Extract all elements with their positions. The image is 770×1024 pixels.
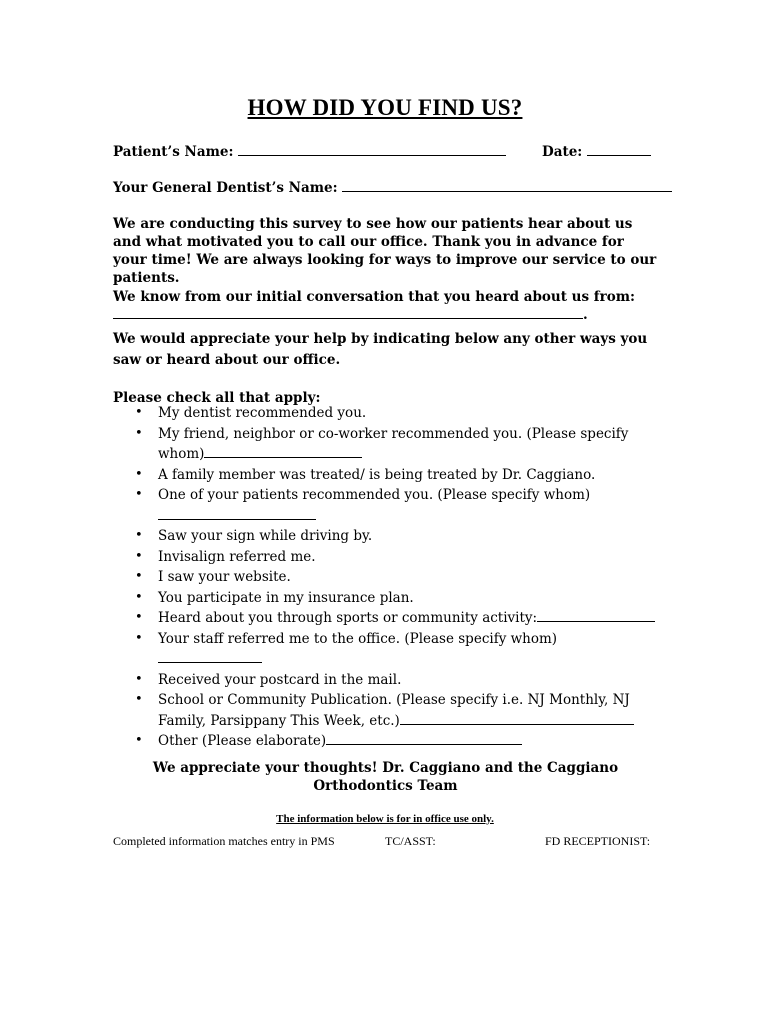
initial-conversation-label: We know from our initial conversation that you heard about us from:: [113, 289, 635, 305]
list-item[interactable]: [113, 588, 658, 609]
bullet-icon: •: [135, 671, 143, 687]
dentist-label: Your General Dentist’s Name:: [113, 180, 338, 196]
bullet-icon: •: [135, 569, 143, 584]
bullet-icon: •: [135, 528, 143, 543]
patient-name-label: Patient’s Name:: [113, 144, 234, 160]
intro-paragraph: We are conducting this survey to see how our patients hear about us and what motivated you to call our office. Thank you in advance for your time! We are always looking for ways to improve our service to our patients.: [113, 216, 657, 286]
bullet-icon: •: [135, 487, 143, 502]
footer-pms-label: Completed information matches entry in PMS: [113, 834, 335, 848]
bullet-icon: •: [135, 589, 143, 605]
bullet-icon: •: [135, 405, 143, 420]
option-label: Other (Please elaborate): [158, 733, 327, 749]
option-label: I saw your website.: [158, 569, 291, 585]
date-field[interactable]: [587, 143, 651, 156]
publication-field[interactable]: [400, 712, 634, 725]
bullet-icon: •: [135, 548, 143, 564]
date-row: [542, 143, 651, 160]
appreciate-help-paragraph: We would appreciate your help by indicating below any other ways you saw or heard about our office.: [113, 331, 648, 368]
elaborate-field[interactable]: [326, 732, 522, 745]
bullet-icon: •: [135, 425, 143, 441]
option-label: A family member was treated/ is being treated by Dr. Caggiano.: [158, 466, 596, 483]
patient-name-row: [113, 143, 506, 160]
specify-whom-field[interactable]: [204, 445, 362, 458]
list-item[interactable]: [113, 670, 658, 691]
footer-fd-receptionist-label: FD RECEPTIONIST:: [545, 834, 651, 848]
list-item[interactable]: [113, 424, 658, 465]
list-item[interactable]: [113, 731, 658, 752]
list-item[interactable]: [113, 629, 658, 670]
list-item[interactable]: [113, 485, 658, 526]
option-label: You participate in my insurance plan.: [158, 589, 414, 606]
list-item[interactable]: [113, 526, 658, 547]
office-use-note: The information below is for in office use only.: [276, 813, 494, 825]
dentist-name-field[interactable]: [342, 179, 672, 192]
option-label: Received your postcard in the mail.: [158, 671, 402, 688]
option-label: Your staff referred me to the office. (Please specify whom): [158, 630, 558, 647]
list-item[interactable]: [113, 567, 658, 588]
period: .: [583, 307, 588, 323]
initial-conversation-row: [113, 306, 588, 323]
list-item[interactable]: [113, 465, 658, 486]
list-item[interactable]: [113, 547, 658, 568]
option-label: Heard about you through sports or community activity:: [158, 610, 538, 626]
patient-name-field[interactable]: [238, 143, 506, 156]
options-list: [113, 403, 658, 752]
option-label: My friend, neighbor or co-worker recommended you. (Please specify whom): [158, 425, 629, 462]
option-label: Invisalign referred me.: [158, 548, 316, 565]
list-item[interactable]: [113, 403, 658, 424]
footer-tc-asst-label: TC/ASST:: [385, 834, 436, 848]
option-label: My dentist recommended you.: [158, 405, 367, 421]
specify-whom-field[interactable]: [158, 507, 316, 520]
initial-conversation-field[interactable]: [113, 306, 583, 319]
activity-field[interactable]: [537, 609, 655, 622]
option-label: One of your patients recommended you. (Please specify whom): [158, 487, 591, 503]
bullet-icon: •: [135, 692, 143, 707]
date-label: Date:: [542, 144, 583, 160]
option-label: School or Community Publication. (Please specify i.e. NJ Monthly, NJ Family, Parsippany This Week, etc.): [158, 692, 630, 729]
bullet-icon: •: [135, 733, 143, 748]
bullet-icon: •: [135, 610, 143, 625]
check-all-label: Please check all that apply:: [113, 390, 321, 406]
thanks-message: We appreciate your thoughts! Dr. Caggiano and the Caggiano Orthodontics Team: [152, 760, 619, 794]
specify-whom-field[interactable]: [158, 650, 262, 663]
list-item[interactable]: [113, 608, 658, 629]
dentist-row: [113, 179, 672, 196]
page-title: HOW DID YOU FIND US?: [247, 95, 523, 120]
bullet-icon: •: [135, 630, 143, 646]
option-label: Saw your sign while driving by.: [158, 528, 373, 544]
bullet-icon: •: [135, 466, 143, 482]
list-item[interactable]: [113, 690, 658, 731]
